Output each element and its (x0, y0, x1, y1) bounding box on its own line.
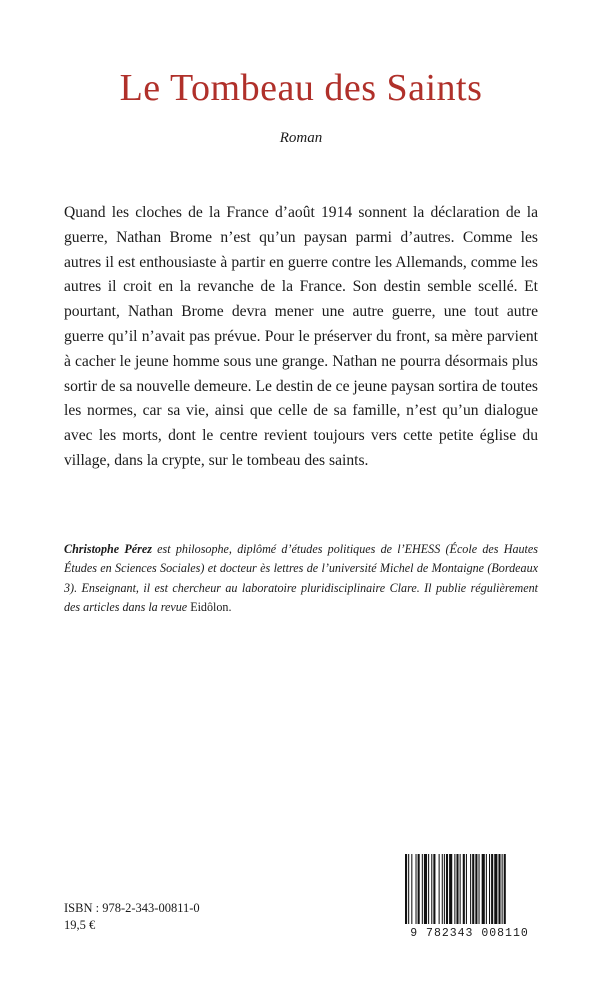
isbn-label: ISBN : 978-2-343-00811-0 (64, 901, 200, 915)
price-label: 19,5 € (64, 918, 96, 932)
book-genre: Roman (279, 130, 323, 146)
author-name: Christophe Pérez (64, 542, 152, 556)
author-bio (64, 540, 538, 618)
barcode (401, 854, 538, 940)
book-title: Le Tombeau des Saints (119, 67, 483, 109)
barcode-bars (401, 854, 538, 926)
barcode-number: 9 782343 008110 (410, 927, 529, 940)
review-name: Eidôlon. (190, 600, 232, 615)
back-cover-blurb: Quand les cloches de la France d’août 1914 sonnent la déclaration de la guerre, Nathan Brome n’est qu’un paysan parmi d’autres. Comme les autres il est enthousiaste à partir en guerre contre les Allemands, comme les autres il croit en la revanche de la France. Son destin semble scellé. Et pourtant, Nathan Brome devra mener une autre guerre, une tout autre guerre qu’il n’avait pas prévue. Pour le préserver du front, sa mère parvient à cacher le jeune homme sous une grange. Nathan ne pourra désormais plus sortir de sa nouvelle demeure. Le destin de ce jeune paysan sortira de toutes les normes, car sa vie, ainsi que celle de sa famille, n’est qu’un dialogue avec les morts, dont le centre revient toujours vers cette petite église du village, dans la crypte, sur le tombeau des saints. (64, 204, 538, 469)
author-bio-text: est philosophe, diplômé d’études politiques de l’EHESS (École des Hautes Études en Sciences Sociales) et docteur ès lettres de l’université Michel de Montaigne (Bordeaux 3). Enseignant, il est chercheur au laboratoire pluridisciplinaire Clare. Il publie régulièrement des articles dans la revue (64, 542, 538, 615)
